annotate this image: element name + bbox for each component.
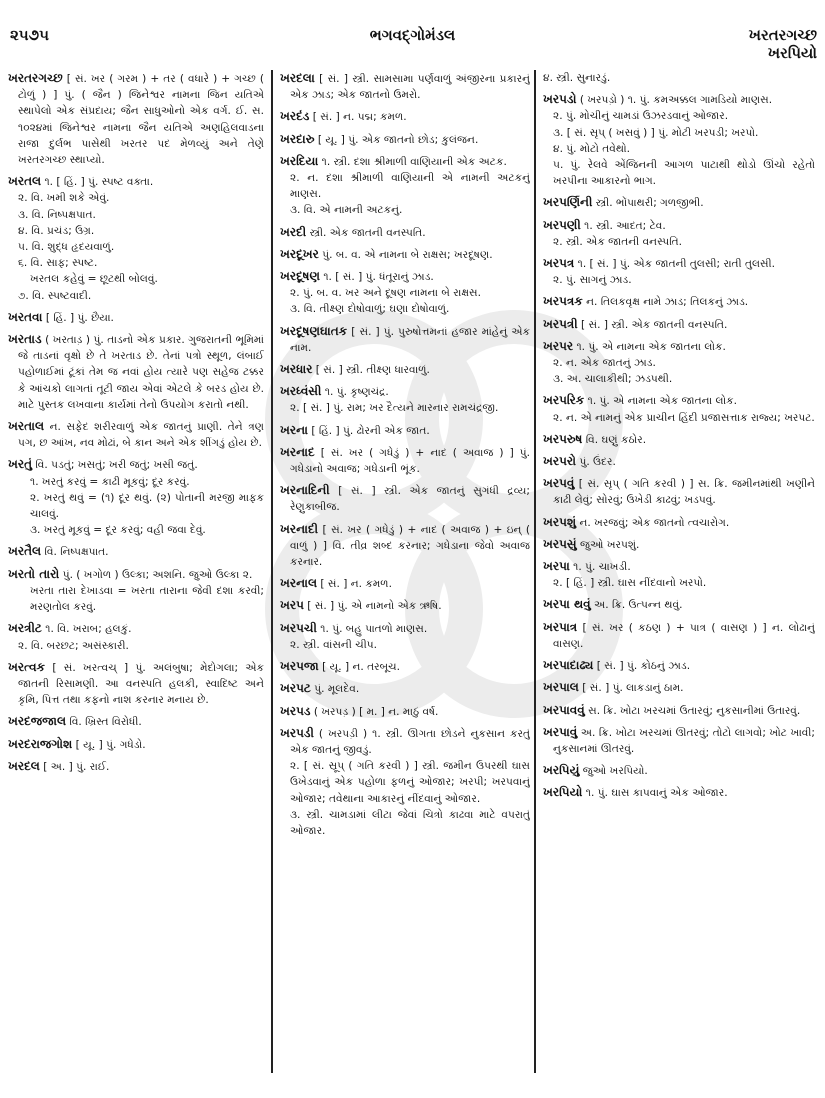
dictionary-entry xyxy=(280,620,530,653)
headword: ખરપાવું xyxy=(543,724,578,739)
dictionary-columns xyxy=(8,70,818,1075)
page-title: ભગવદ્ગોમંડલ xyxy=(369,26,456,44)
headword: ખરનાલ xyxy=(280,576,318,591)
dictionary-entry xyxy=(543,338,815,388)
definition: ન. ખરજવું; એક જાતનો ત્વચારોગ. xyxy=(579,516,730,529)
numbered-sense: ૨. ન. દશા શ્રીમાળી વાણિયાની એ નામની અટકનું માણસ. xyxy=(290,172,530,201)
numbered-sense: ૨. [ સં. ] પું. રામ; ખર દૈત્યને મારનાર રામચંદ્રજી. xyxy=(290,402,499,415)
numbered-sense: ૨. ન. એક જાતનું ઝાડ. xyxy=(553,357,656,370)
headword: ખરદલ xyxy=(8,758,40,773)
headword: ખરપડ xyxy=(280,703,311,718)
guide-word-last: ખરપિયો xyxy=(767,44,817,62)
dictionary-entry xyxy=(280,153,530,219)
definition: ૧. [ સં. ] પું. ધંતૂરાનું ઝાડ. xyxy=(323,271,434,284)
headword: ખરનાદી xyxy=(280,521,319,536)
dictionary-entry xyxy=(543,217,815,250)
definition: ૧. પું. ઘાસ કાપવાનું એક ઓજાર. xyxy=(585,787,728,800)
dictionary-entry xyxy=(280,725,530,839)
headword: ખરદારુ xyxy=(280,131,315,146)
dictionary-entry xyxy=(543,679,815,696)
definition: [ સં. ] સ્ત્રી. એક જાતની વનસ્પતિ. xyxy=(581,318,728,331)
definition: ૧. પું. કૃષ્ણચંદ્ર. xyxy=(324,386,389,399)
definition: વિ. ઘણું કઠોર. xyxy=(585,433,647,446)
headword: ખરધાર xyxy=(280,362,313,377)
numbered-sense: ૫. પું. રેલવે એંજિનની આગળ પાટાથી થોડો ઊંચો રહેતો ખરપીના આકારનો ભાગ. xyxy=(553,159,815,188)
definition: [ સં. ખર ( ગધેડું ) + નાદ ( અવાજ ) ] પું. ગધેડાનો અવાજ; ગધેડાની ભૂંક. xyxy=(290,446,530,476)
headword: ખરપાદાઢ્ય xyxy=(543,658,594,673)
numbered-sense: ૩. વિ. તીક્ષ્ણ દોષોવાળું; ઘણા દોષોવાળું. xyxy=(290,303,450,316)
definition: [ હિં. ] પું. ઢોરની એક જાત. xyxy=(311,424,430,437)
dictionary-entry xyxy=(543,91,815,189)
definition: ૧. સ્ત્રી. આદત; ટેવ. xyxy=(584,219,666,232)
numbered-sense: ૪. પું. મોટો તવેથો. xyxy=(553,142,630,155)
dictionary-entry xyxy=(543,392,815,425)
idiom-sense: ૩. ખરતું મૂકવું = દૂર કરવું; વહી જવા દેવું. xyxy=(30,524,206,537)
dictionary-entry xyxy=(8,758,264,775)
definition: ( ખરપડ઼ો ) ૧. પું. કમઅક્કલ ગામડિયો માણસ. xyxy=(579,94,773,107)
dictionary-entry xyxy=(543,536,815,553)
dictionary-entry xyxy=(8,566,264,616)
dictionary-entry xyxy=(280,658,530,675)
definition: ૧. પું. એ નામના એક જાતના લોક. xyxy=(576,340,726,353)
dictionary-entry xyxy=(280,703,530,720)
dictionary-entry xyxy=(8,70,264,168)
dictionary-entry xyxy=(543,475,815,508)
definition: વિ. પડતું; ખસતું; ખરી જતું; ખસી જતું. xyxy=(35,459,198,472)
dictionary-entry xyxy=(543,194,815,211)
headword: ખરપણી xyxy=(543,217,581,232)
definition: [ સં. ખર ( ગધેડું ) + નાદ ( અવાજ ) + ઇન્ ( વાળું ) ] વિ. તીવ્ર શબ્દ કરનાર; ગધેડાના જેવો અવાજ કરનાર. xyxy=(290,523,530,569)
headword: ખરનાદ xyxy=(280,444,315,459)
dictionary-entry xyxy=(280,521,530,571)
definition: સ્ત્રી. ભોંપાથરી; ગળજીભી. xyxy=(595,197,704,210)
definition: [ સં. ] ન. પદ્મ; કમળ. xyxy=(312,111,407,124)
definition: ૧. [ સં. ] પું. એક જાતની તુલસી; રાતી તુલસી. xyxy=(577,258,775,271)
headword: ખરપડી xyxy=(280,725,314,740)
headword: ખરતૈલ xyxy=(8,544,42,559)
headword: ખરપર xyxy=(543,338,574,353)
numbered-sense: ૩. વિ. એ નામની અટકનું. xyxy=(290,204,403,217)
headword: ખરતાલ xyxy=(8,419,45,434)
definition: [ યૂ. ] ન. તરબૂચ. xyxy=(322,661,400,674)
headword: ખરધ્વંસી xyxy=(280,384,322,399)
definition: ન. તિલકવૃક્ષ નામે ઝાડ; તિલકનું ઝાડ. xyxy=(586,296,749,309)
definition: [ હિં. ] પું. છૈયા. xyxy=(45,311,114,324)
headword: ખરદંડ xyxy=(280,109,310,124)
dictionary-entry xyxy=(280,482,530,515)
numbered-sense: ૨. પું. બ. વ. ખર અને દૂષણ નામના બે રાક્ષસ. xyxy=(290,287,481,300)
page-number: ૨૫૭૫ xyxy=(10,26,49,44)
headword: ખરતલ xyxy=(8,174,42,189)
headword: ખરપરિક xyxy=(543,393,585,408)
definition: ૧. પું. એ નામના એક જાતના લોક. xyxy=(587,395,738,408)
dictionary-entry xyxy=(280,597,530,614)
numbered-sense: ૨. સ્ત્રી. એક જાતની વનસ્પતિ. xyxy=(553,235,682,248)
definition: [ અ. ] પું. રાઈ. xyxy=(43,760,110,773)
dictionary-entry xyxy=(543,431,815,448)
dictionary-entry xyxy=(543,724,815,757)
page-header xyxy=(0,0,825,62)
numbered-sense: ૨. વિ. ખમી શકે એવું. xyxy=(18,192,110,205)
headword: ખરપિયું xyxy=(543,763,580,778)
headword: ખરપાત્ર xyxy=(543,619,578,634)
dictionary-entry xyxy=(543,453,815,470)
definition: ૪. સ્ત્રી. સુનારડું. xyxy=(543,72,611,84)
headword: ખરપસું xyxy=(543,536,577,551)
definition: પું. ઉંદર. xyxy=(579,456,616,469)
dictionary-entry xyxy=(8,456,264,538)
dictionary-entry xyxy=(8,331,264,413)
headword: ખરપત્રક xyxy=(543,294,583,309)
definition: [ સં. ] સ્ત્રી. એક જાતનું સુગંધી દ્રવ્ય; રેણુકાબીજ. xyxy=(290,485,530,514)
definition: અ. ક્રિ. ઉત્પન્ન થવું. xyxy=(594,599,683,612)
definition: પું. ( ખગોળ ) ઉલ્કા; અશનિ. જુઓ ઉલ્કા ૨. xyxy=(62,568,253,581)
definition: [ સં. ] પું. પુરુષોત્તમનાં હજાર માંહેનું એક નામ. xyxy=(290,325,530,354)
dictionary-entry xyxy=(8,736,264,753)
numbered-sense: ૨. પું. મોચીનું ચામડાં ઉઝરડવાનું ઓજાર. xyxy=(553,110,729,123)
definition: ( ખરપડ઼ ) [ મ. ] ન. માઠું વર્ષ. xyxy=(313,705,439,718)
dictionary-entry xyxy=(280,422,530,439)
definition: [ યૂ. ] પું. ગધેડો. xyxy=(75,738,146,751)
dictionary-entry xyxy=(543,762,815,779)
headword: ખરત્વક xyxy=(8,659,46,674)
dictionary-entry xyxy=(543,702,815,719)
dictionary-entry xyxy=(543,784,815,801)
headword: ખરપટ xyxy=(280,681,311,696)
headword: ખરતાડ xyxy=(8,332,42,347)
definition: [ સં. ] સ્ત્રી. સામસામા પર્ણવાળું અંજીરના પ્રકારનું એક ઝાડ; એક જાતનો ઉમરો. xyxy=(290,73,530,102)
headword: ખરનાદિની xyxy=(280,483,330,498)
headword: ખરદૂષણઘાતક xyxy=(280,323,348,338)
headword: ખરદી xyxy=(280,224,307,239)
headword: ખરપ xyxy=(280,598,304,613)
definition: ( ખરપડ઼ી ) ૧. સ્ત્રી. ઊગતા છોડને નુકસાન કરતું એક જાતનું જીવડું. xyxy=(290,727,530,756)
idiom-sense: ૨. ખરતું થવું = (૧) દૂર થવું. (૨) પોતાની મરજી માફક ચાલવું. xyxy=(30,491,264,521)
dictionary-entry xyxy=(280,224,530,241)
numbered-sense: ૩. વિ. નિષ્પક્ષપાત. xyxy=(18,208,96,221)
definition: ૧. સ્ત્રી. દશા શ્રીમાળી વાણિયાની એક અટક. xyxy=(321,155,507,168)
dictionary-entry xyxy=(543,619,815,652)
headword: ખરપા થવું xyxy=(543,597,591,612)
definition: ૧. પું. બહુ પાતળો માણસ. xyxy=(320,622,428,635)
numbered-sense: ૨. [ હિં. ] સ્ત્રી. ઘાસ નીંદવાનો ખરપો. xyxy=(553,577,707,590)
dictionary-entry xyxy=(280,680,530,697)
numbered-sense: ૭. વિ. સ્પષ્ટવાદી. xyxy=(18,289,92,302)
dictionary-entry xyxy=(8,659,264,709)
dictionary-entry xyxy=(543,558,815,591)
definition: [ સં. ખર ( કઠણ ) + પાત્ર ( વાસણ ) ] ન. લોઢાનું વાસણ. xyxy=(553,621,815,650)
dictionary-entry xyxy=(280,361,530,378)
guide-word-first: ખરતરગચ્છ xyxy=(748,26,817,44)
dictionary-entry xyxy=(280,246,530,263)
headword: ખરપડો xyxy=(543,92,577,107)
definition: પું. બ. વ. એ નામના બે રાક્ષસ; ખરદૂષણ. xyxy=(322,248,493,261)
headword: ખરદલા xyxy=(280,71,315,85)
column-middle xyxy=(280,70,530,1070)
dictionary-entry xyxy=(8,173,264,304)
definition: [ સં. સૃપ્ ( ગતિ કરવી ) ] સ. ક્રિ. જમીનમાંથી ખણીને કાઢી લેવું; સોરવું; ઉખેડી કાઢવું; ખડપવું. xyxy=(553,478,815,507)
dictionary-entry xyxy=(280,444,530,477)
headword: ખરદરાજગોશ xyxy=(8,736,73,751)
definition: [ સં. ] પું. લાકડાનું ઠામ. xyxy=(582,682,684,695)
numbered-sense: ૪. વિ. પ્રચંડ; ઉગ્ર. xyxy=(18,224,95,237)
idiom-sense: ૧. ખરતું કરવું = કાઢી મૂકવું; દૂર કરવું. xyxy=(30,475,190,488)
headword: ખરપા xyxy=(543,559,570,574)
dictionary-entry xyxy=(543,514,815,531)
numbered-sense: ૨. સ્ત્રી. વાંસની ચીપ. xyxy=(290,638,377,651)
dictionary-entry xyxy=(543,596,815,613)
headword: ખરપજા xyxy=(280,659,319,674)
definition: જુઓ ખરપિયો. xyxy=(582,765,648,778)
column-right xyxy=(543,70,815,1070)
dictionary-entry xyxy=(543,255,815,288)
headword: ખરપાલ xyxy=(543,680,579,695)
headword: ખરતો તારો xyxy=(8,566,60,581)
definition: [ સં. ] સ્ત્રી. તીક્ષ્ણ ધારવાળું. xyxy=(315,364,430,377)
idiom-sense: ખરતા તારા દેખાડવા = ખરતા તારાના જેવી દશા કરવી; મરણતોલ કરવું. xyxy=(30,584,264,614)
definition: [ સં. ] પું. કોઠનું ઝાડ. xyxy=(596,660,691,673)
headword: ખરપર્ણિની xyxy=(543,195,593,210)
numbered-sense: ૨. વિ. બરછટ; અસંસ્કારી. xyxy=(18,639,129,652)
headword: ખરદિયા xyxy=(280,153,319,168)
dictionary-entry xyxy=(543,316,815,333)
dictionary-entry xyxy=(280,108,530,125)
numbered-sense: ૩. [ સં. સૃપ્ ( ખસવું ) ] પું. મોટી ખરપડી; ખરપો. xyxy=(553,126,759,139)
numbered-sense: ૨. ન. એ નામનું એક પ્રાચીન હિંદી પ્રજાસત્તાક રાજ્ય; ખરપટ. xyxy=(553,411,815,424)
headword: ખરદજજાલ xyxy=(8,714,67,729)
headword: ખરપિયો xyxy=(543,785,583,800)
dictionary-entry xyxy=(8,713,264,730)
definition: પું. મૂલદેવ. xyxy=(314,683,360,696)
definition: વિ. ખ્રિસ્ત વિરોધી. xyxy=(69,716,142,729)
definition: જુઓ ખરપશું. xyxy=(579,538,640,551)
definition: [ સં. ] પું. એ નામનો એક ઋષિ. xyxy=(307,600,442,613)
headword: ખરદૂખર xyxy=(280,246,319,261)
dictionary-entry xyxy=(8,418,264,451)
headword: ખરપરો xyxy=(543,454,577,469)
dictionary-entry xyxy=(280,383,530,416)
definition: [ સં. ખર ( ગરમ ) + તર ( વધારે ) + ગચ્છ ( ટોળું ) ] પું. ( જૈન ) જિનેશ્વર નામના જિન યતિએ સ્થાપેલો એક સંપ્રદાય; જૈન સાધુઓનો એક વર્ગ. ઈ. સ. ૧૦૨૪માં જિનેશ્વર નામના જૈન યતિએ અણહિલવાડના રાજા દુર્લભ પાસેથી ખરતર પદ મેળવ્યું અને તેણે ખરતરગચ્છ સ્થાપ્યો. xyxy=(18,73,264,167)
headword: ખરતરગચ્છ xyxy=(8,71,63,85)
dictionary-entry xyxy=(543,70,815,86)
headword: ખરપત્રી xyxy=(543,316,578,331)
headword: ખરપશું xyxy=(543,514,577,529)
column-divider xyxy=(534,70,536,1073)
definition: અ. ક્રિ. ખોટા ખરચમાં ઊતરવું; તોટો લાગવો; ખોટ ખાવી; નુકસાનમાં ઊતરવું. xyxy=(553,726,815,755)
headword: ખરપરુષ xyxy=(543,431,583,446)
headword: ખરપચી xyxy=(280,620,317,635)
definition: [ સં. ખરત્વચ્ ] પું. અલંબુષા; મેદોગલા; એક જાતની રિસામણી. આ વનસ્પતિ હલકી, સ્વાદિષ્ટ અને કૃમિ, પિત્ત તથા કફનો નાશ કરનાર મનાય છે. xyxy=(18,661,264,707)
dictionary-entry xyxy=(543,293,815,310)
definition: [ સં. ] ન. કમળ. xyxy=(320,578,392,591)
headword: ખરતવા xyxy=(8,309,43,324)
definition: વિ. નિષ્પક્ષપાત. xyxy=(44,546,109,559)
definition: [ યૂ. ] પું. એક જાતનો છોડ; કુલંજન. xyxy=(317,133,479,146)
numbered-sense: ૩. અ. ચાલાકીથી; ઝડપથી. xyxy=(553,373,673,386)
dictionary-entry xyxy=(280,70,530,103)
numbered-sense: ૫. વિ. શુદ્ધ હૃદયવાળું. xyxy=(18,241,115,254)
dictionary-entry xyxy=(8,620,264,653)
headword: ખરતું xyxy=(8,457,33,472)
headword: ખરના xyxy=(280,422,308,437)
definition: ન. સફેદ શરીરવાળું એક જાતનું પ્રાણી. તેને ત્રણ પગ, છ આંખ, નવ મોઢાં, બે કાન અને એક શીંગડું હોય છે. xyxy=(18,421,264,450)
numbered-sense: ૨. [ સં. સ્રૂપ્ ( ગતિ કરવી ) ] સ્ત્રી. જમીન ઉપરથી ઘાસ ઉખેડવાનું એક પહોળા ફળનું ઓજાર; ખરપી; ખરપવાનું ઓજાર; તવેથાના આકારનું નીંદવાનું ઓજાર. xyxy=(290,760,530,805)
dictionary-entry xyxy=(8,543,264,560)
numbered-sense: ૬. વિ. સાફ; સ્પષ્ટ. xyxy=(18,257,98,270)
dictionary-entry xyxy=(280,575,530,592)
definition: ૧. વિ. ખરાબ; હલકું. xyxy=(45,623,132,636)
headword: ખરદૂષણ xyxy=(280,269,320,284)
definition: સ. ક્રિ. ખોટા ખરચમાં ઉતારવું; નુકસાનીમાં ઉતારવું. xyxy=(588,704,801,717)
dictionary-entry xyxy=(543,657,815,674)
headword: ખરત્રીટ xyxy=(8,621,42,636)
dictionary-entry xyxy=(280,131,530,148)
column-divider xyxy=(271,70,273,1073)
definition: ૧. [ હિં. ] પું. સ્પષ્ટ વક્તા. xyxy=(44,176,154,189)
dictionary-entry xyxy=(280,323,530,356)
idiom-sense: ખરતલ કહેવું = છૂટથી બોલવું. xyxy=(30,273,158,286)
definition: ( ખરતાડ઼ ) પું. તાડનો એક પ્રકાર. ગુજરાતની ભૂમિમાં જે તાડનાં વૃક્ષો છે તે ખરતાડ છે. તેનાં પત્રો સ્થૂળ, લંબાઈ પહોળાઈમાં ટૂંકાં તેમ જ નવાં હોય ત્યારે પણ સહેજ ટક્કર કે આંચકો લાગતાં તૂટી જાય એવાં એટલે કે બરડ હોય છે. માટે પુસ્તક લખવાના કાર્યમાં તેનો ઉપયોગ કરાતો નથી. xyxy=(18,334,264,411)
numbered-sense: ૨. પું. સાગનું ઝાડ. xyxy=(553,274,632,287)
headword: ખરપવું xyxy=(543,476,575,491)
guide-words xyxy=(749,26,817,62)
column-left xyxy=(8,70,264,1070)
headword: ખરપત્ર xyxy=(543,256,575,271)
dictionary-entry xyxy=(8,309,264,326)
dictionary-entry xyxy=(280,268,530,318)
definition: સ્ત્રી. એક જાતની વનસ્પતિ. xyxy=(309,226,426,239)
numbered-sense: ૩. સ્ત્રી. ચામડામાં લીટા જેવાં ચિત્રો કાઢવા માટે વપરાતું ઓજાર. xyxy=(290,808,530,837)
headword: ખરપાવવું xyxy=(543,702,585,717)
definition: ૧. પું. ચાખડી. xyxy=(573,561,631,574)
